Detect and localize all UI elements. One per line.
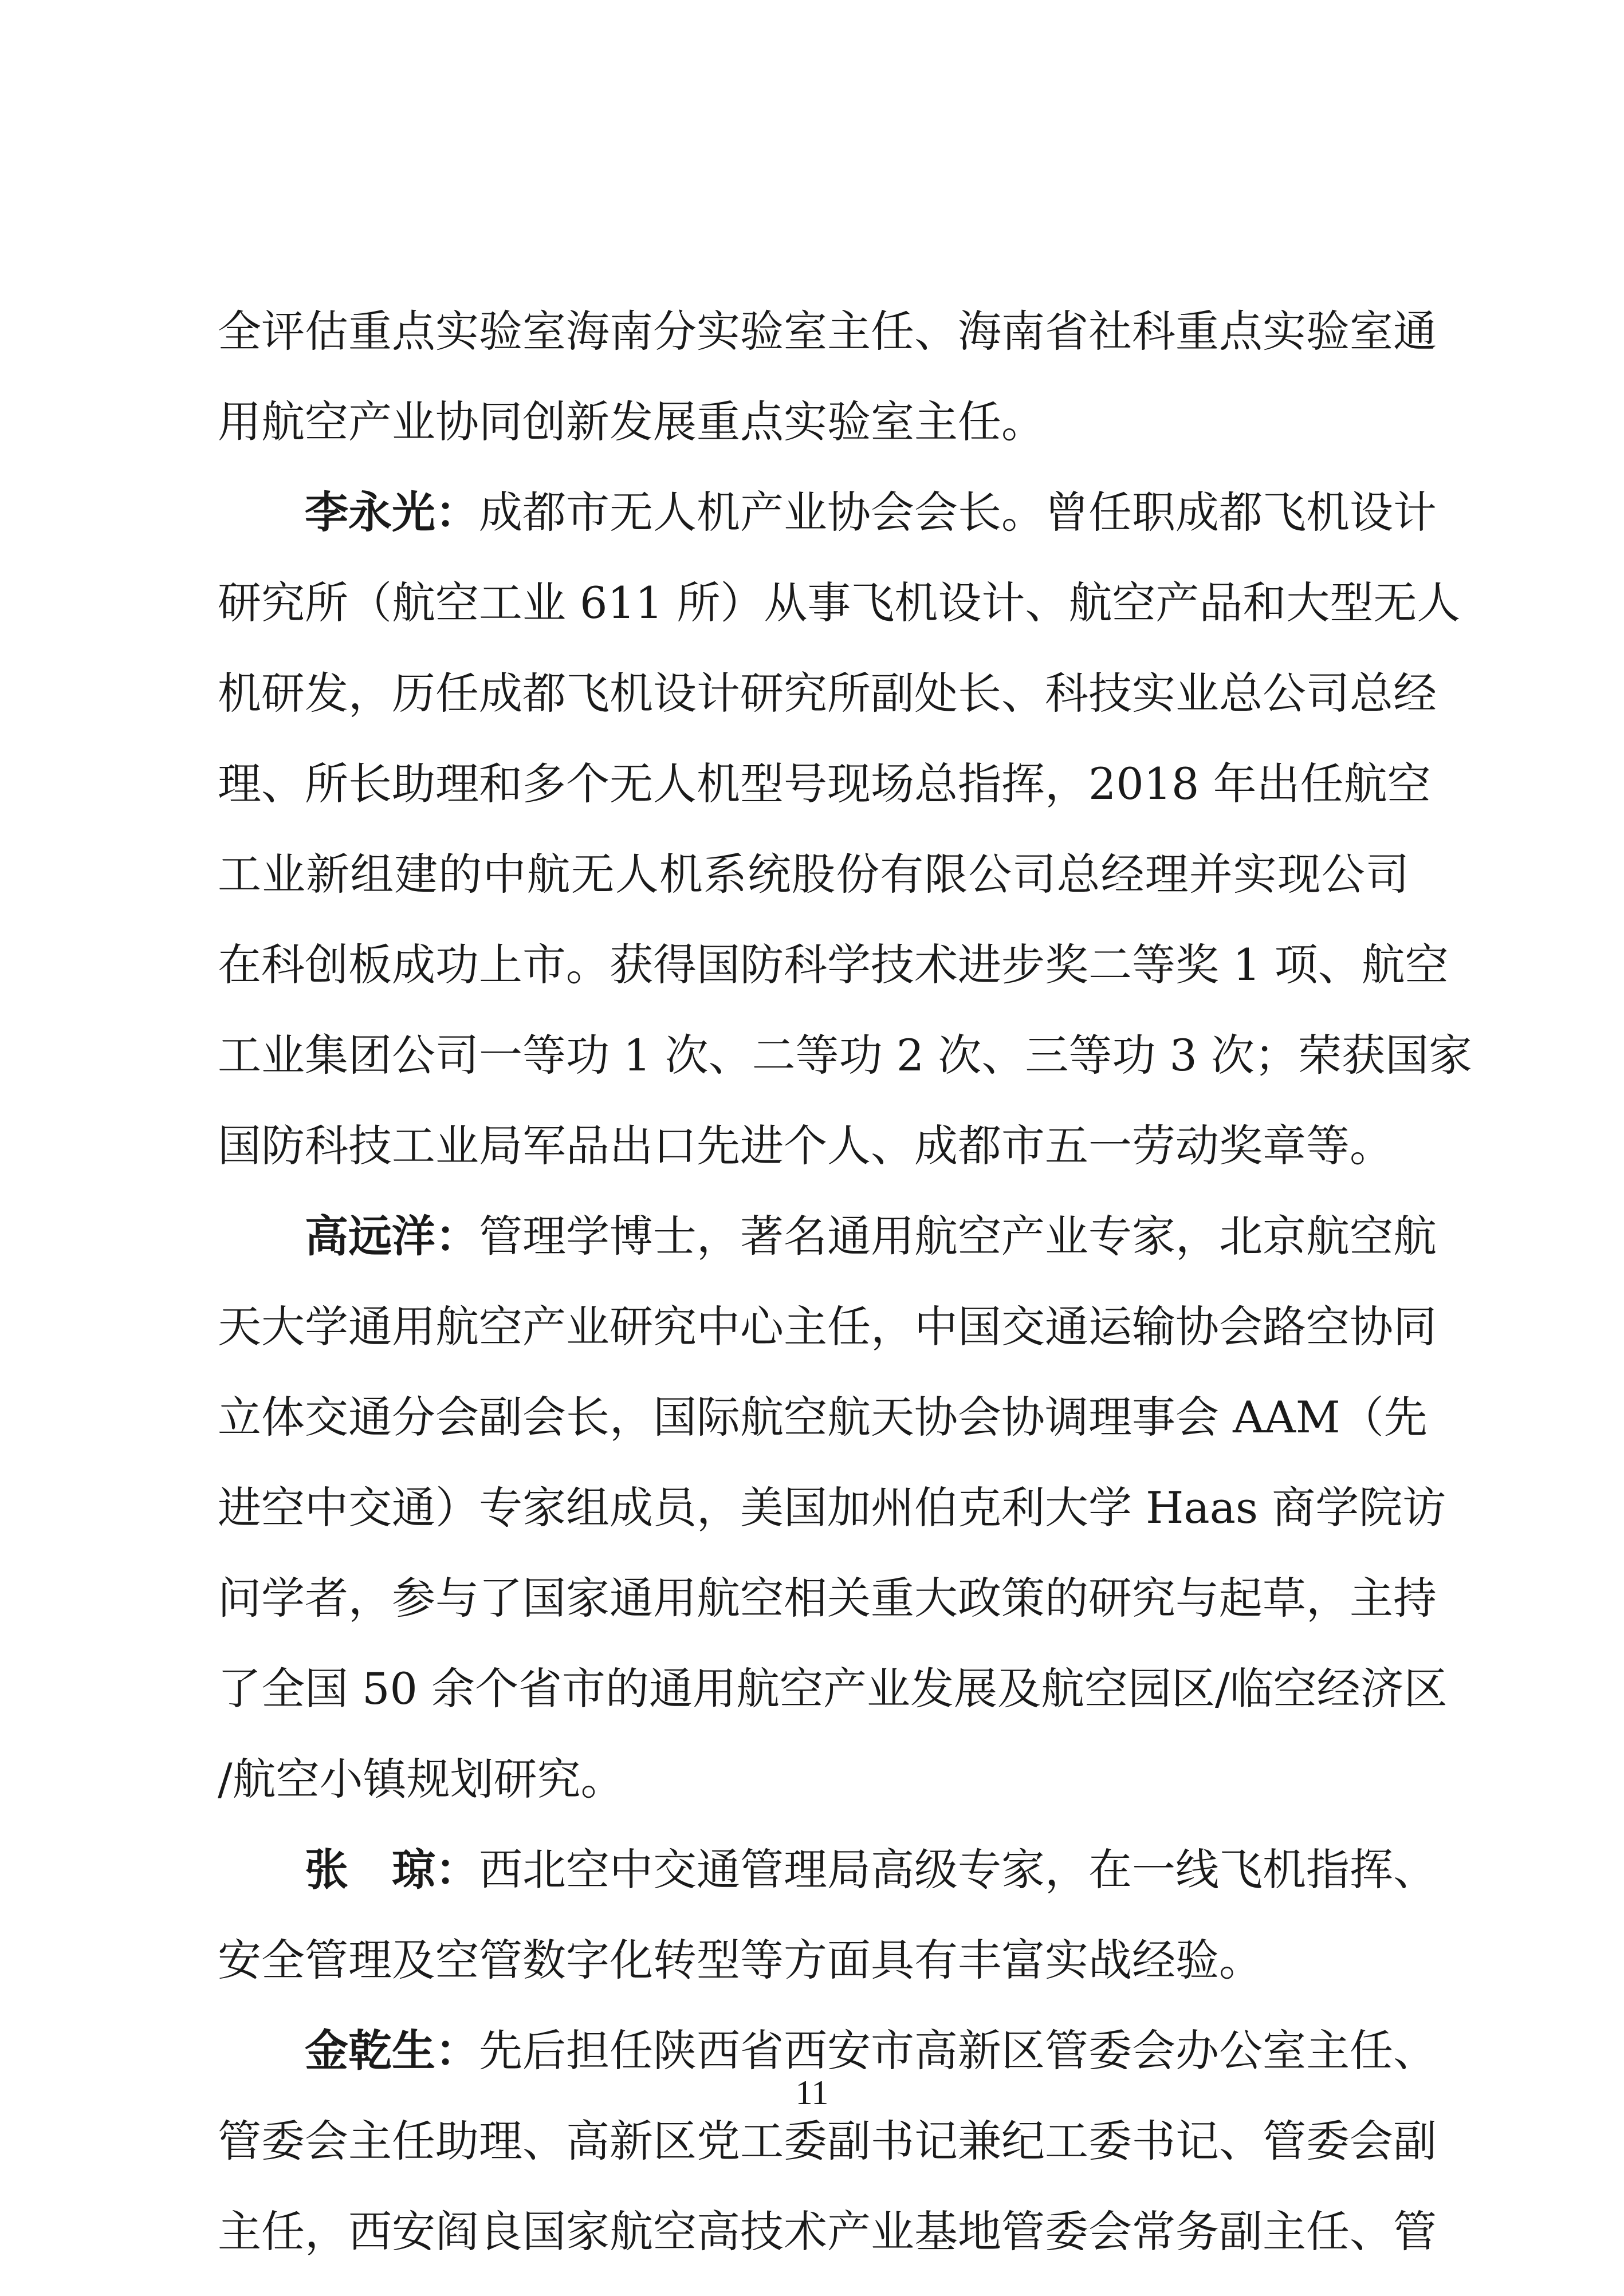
text-line: 主任，西安阎良国家航空高技术产业基地管委会常务副主任、管 [218, 2206, 1437, 2257]
person-name: 张 琼： [305, 1844, 479, 1895]
text-line: 工业集团公司一等功 1 次、二等功 2 次、三等功 3 次；荣获国家 [218, 1030, 1473, 1081]
text-line: 了全国 50 余个省市的通用航空产业发展及航空园区/临空经济区 [218, 1663, 1448, 1714]
text-line: 安全管理及空管数字化转型等方面具有丰富实战经验。 [218, 1935, 1263, 1986]
text-line: 研究所（航空工业 611 所）从事飞机设计、航空产品和大型无人 [218, 577, 1461, 628]
text-line: 机研发，历任成都飞机设计研究所副处长、科技实业总公司总经 [218, 668, 1437, 719]
paragraph-first-line [218, 467, 1437, 558]
text-line: 在科创板成功上市。获得国防科学技术进步奖二等奖 1 项、航空 [218, 939, 1449, 990]
text-line: 国防科技工业局军品出口先进个人、成都市五一劳动奖章等。 [218, 1120, 1393, 1171]
text-line: 进空中交通）专家组成员，美国加州伯克利大学 Haas 商学院访 [218, 1482, 1446, 1533]
text-run: 先后担任陕西省西安市高新区管委会办公室主任、 [479, 2025, 1437, 2076]
text-line: 天大学通用航空产业研究中心主任，中国交通运输协会路空协同 [218, 1301, 1437, 1352]
text-line: 问学者，参与了国家通用航空相关重大政策的研究与起草，主持 [218, 1573, 1437, 1624]
text-line: 理、所长助理和多个无人机型号现场总指挥，2018 年出任航空 [218, 758, 1431, 809]
text-line: /航空小镇规划研究。 [218, 1754, 624, 1805]
person-name: 金乾生： [305, 2025, 479, 2076]
person-name: 李永光： [305, 487, 479, 538]
body-text [218, 286, 1473, 2277]
text-line: 全评估重点实验室海南分实验室主任、海南省社科重点实验室通 [218, 306, 1437, 357]
text-run: 西北空中交通管理局高级专家，在一线飞机指挥、 [479, 1844, 1437, 1895]
text-line: 立体交通分会副会长，国际航空航天协会协调理事会 AAM（先 [218, 1392, 1428, 1443]
paragraph-first-line [218, 1191, 1437, 1282]
paragraph-first-line [218, 1825, 1437, 1915]
text-run: 成都市无人机产业协会会长。曾任职成都飞机设计 [479, 487, 1437, 538]
text-run: 管理学博士，著名通用航空产业专家，北京航空航 [479, 1211, 1437, 1262]
person-name: 高远洋： [305, 1211, 479, 1262]
text-line: 工业新组建的中航无人机系统股份有限公司总经理并实现公司 [218, 849, 1409, 900]
page-number: 11 [795, 2074, 829, 2112]
text-line: 用航空产业协同创新发展重点实验室主任。 [218, 396, 1045, 447]
text-line: 管委会主任助理、高新区党工委副书记兼纪工委书记、管委会副 [218, 2116, 1437, 2167]
